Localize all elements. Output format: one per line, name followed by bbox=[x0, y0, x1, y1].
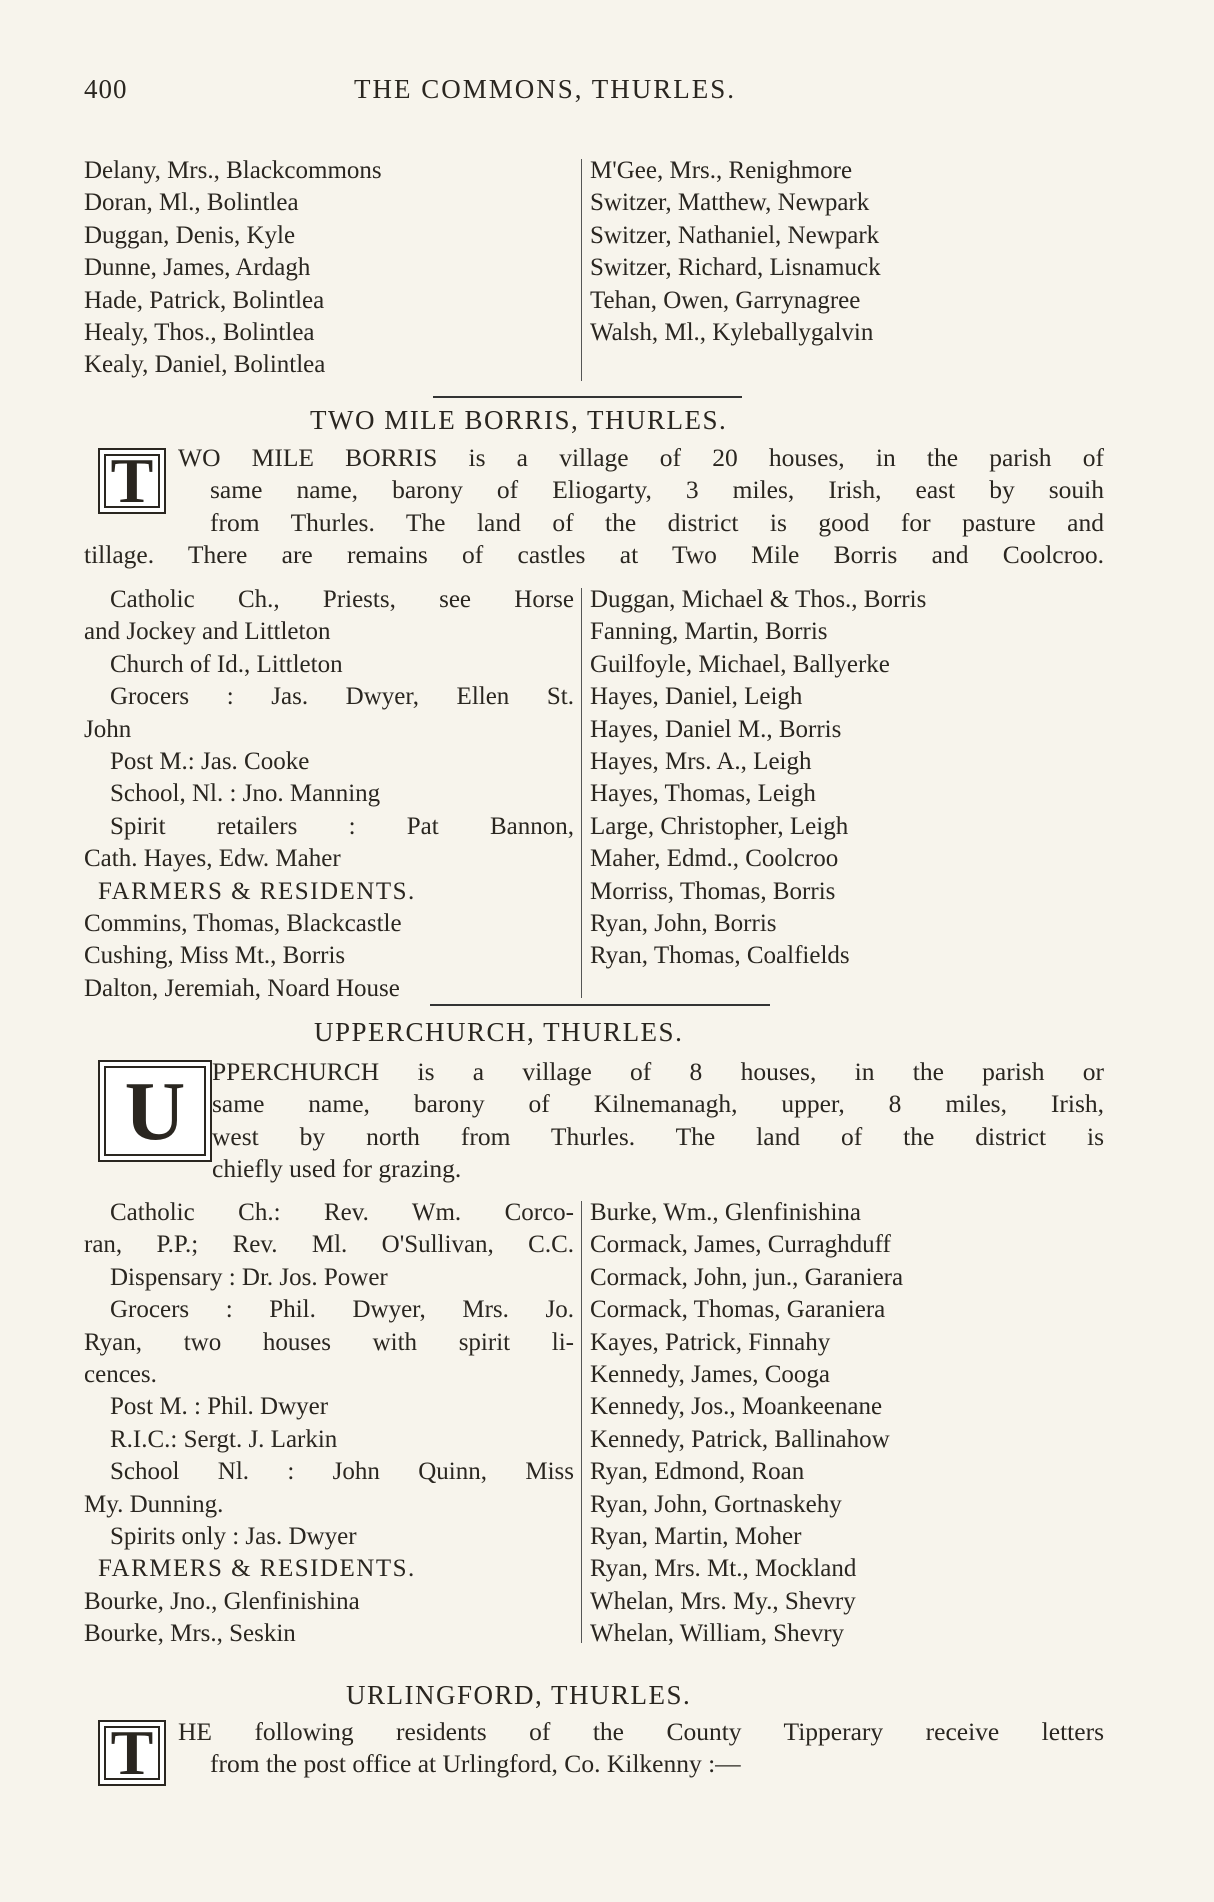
intro-line: WO MILE BORRIS is a village of 20 houses, in the parish of bbox=[178, 443, 1104, 472]
list-item: Switzer, Nathaniel, Newpark bbox=[590, 221, 880, 249]
list-item: Duggan, Denis, Kyle bbox=[84, 221, 296, 249]
drop-cap-ornament: T bbox=[98, 1720, 166, 1786]
intro-line: same name, barony of Eliogarty, 3 miles, Irish, east by souih bbox=[210, 475, 1104, 505]
list-item: Ryan, Thomas, Coalfields bbox=[590, 942, 850, 970]
list-item: Ryan, John, Gortnaskehy bbox=[590, 1490, 842, 1518]
list-item: Walsh, Ml., Kyleballygalvin bbox=[590, 319, 874, 347]
list-item: Grocers : Phil. Dwyer, Mrs. Jo. bbox=[110, 1296, 574, 1324]
intro-line: tillage. There are remains of castles at Two Mile Borris and Coolcroo. bbox=[84, 540, 1104, 570]
intro-line: from the post office at Urlingford, Co. Kilkenny :— bbox=[210, 1749, 741, 1779]
list-item: Dispensary : Dr. Jos. Power bbox=[110, 1263, 388, 1291]
list-item: M'Gee, Mrs., Renighmore bbox=[590, 157, 853, 184]
list-item: Grocers : Jas. Dwyer, Ellen St. bbox=[110, 683, 574, 711]
list-item: Dalton, Jeremiah, Noard House bbox=[84, 974, 400, 1002]
column-divider bbox=[581, 1201, 582, 1643]
list-item: Ryan, John, Borris bbox=[590, 910, 777, 938]
urlingford-intro bbox=[84, 1716, 1104, 1781]
list-item: School, Nl. : Jno. Manning bbox=[110, 780, 381, 808]
list-item: Morriss, Thomas, Borris bbox=[590, 877, 836, 905]
list-item: Cushing, Miss Mt., Borris bbox=[84, 942, 346, 970]
list-item: John bbox=[84, 715, 132, 743]
list-item: Commins, Thomas, Blackcastle bbox=[84, 910, 402, 938]
list-item: Catholic Ch., Priests, see Horse bbox=[110, 586, 574, 613]
intro-line: chiefly used for grazing. bbox=[212, 1154, 462, 1184]
list-item: Cath. Hayes, Edw. Maher bbox=[84, 845, 341, 873]
upperchurch-left-column bbox=[84, 1197, 574, 1651]
list-item: Duggan, Michael & Thos., Borris bbox=[590, 586, 927, 613]
section-rule bbox=[433, 396, 742, 398]
list-item: Spirit retailers : Pat Bannon, bbox=[110, 812, 574, 840]
section-title-upperchurch: UPPERCHURCH, THURLES. bbox=[314, 1017, 684, 1047]
list-item: Switzer, Matthew, Newpark bbox=[590, 189, 870, 217]
intro-line: from Thurles. The land of the district is good for pasture and bbox=[210, 507, 1104, 537]
list-item: Dunne, James, Ardagh bbox=[84, 254, 311, 282]
intro-line: PPERCHURCH is a village of 8 houses, in the parish or bbox=[212, 1057, 1104, 1086]
list-item: Kealy, Daniel, Bolintlea bbox=[84, 351, 326, 379]
section-rule bbox=[430, 1004, 770, 1006]
list-item: and Jockey and Littleton bbox=[84, 618, 331, 646]
section-title-two-mile-borris: TWO MILE BORRIS, THURLES. bbox=[310, 405, 728, 435]
commons-right-column bbox=[590, 155, 1104, 349]
list-item: Bourke, Mrs., Seskin bbox=[84, 1620, 296, 1648]
list-item: Hayes, Thomas, Leigh bbox=[590, 780, 816, 808]
list-item: Whelan, William, Shevry bbox=[590, 1620, 845, 1648]
list-item: Switzer, Richard, Lisnamuck bbox=[590, 254, 881, 282]
list-item: Post M.: Jas. Cooke bbox=[110, 748, 310, 776]
two-mile-borris-intro bbox=[84, 442, 1104, 572]
list-item: Hayes, Daniel, Leigh bbox=[590, 683, 803, 711]
list-item: Cormack, John, jun., Garaniera bbox=[590, 1263, 904, 1291]
list-item: Whelan, Mrs. My., Shevry bbox=[590, 1587, 856, 1615]
list-item: Post M. : Phil. Dwyer bbox=[110, 1393, 329, 1421]
list-item: Kayes, Patrick, Finnahy bbox=[590, 1328, 831, 1356]
list-item: Kennedy, Patrick, Ballinahow bbox=[590, 1425, 890, 1453]
list-item: Large, Christopher, Leigh bbox=[590, 812, 849, 840]
list-item: Ryan, Martin, Moher bbox=[590, 1523, 802, 1551]
farmers-residents-heading: FARMERS & RESIDENTS. bbox=[98, 877, 416, 905]
list-item: Hade, Patrick, Bolintlea bbox=[84, 286, 325, 314]
list-item: Ryan, Mrs. Mt., Mockland bbox=[590, 1555, 857, 1583]
list-item: My. Dunning. bbox=[84, 1490, 224, 1518]
list-item: Hayes, Mrs. A., Leigh bbox=[590, 748, 812, 776]
two-mile-borris-right-column bbox=[590, 584, 1104, 973]
page-header bbox=[84, 74, 1084, 110]
list-item: R.I.C.: Sergt. J. Larkin bbox=[110, 1425, 338, 1453]
list-item: Kennedy, Jos., Moankeenane bbox=[590, 1393, 883, 1421]
list-item: Spirits only : Jas. Dwyer bbox=[110, 1523, 357, 1551]
two-mile-borris-left-column bbox=[84, 584, 574, 1005]
commons-left-column bbox=[84, 155, 574, 382]
list-item: Ryan, Edmond, Roan bbox=[590, 1458, 805, 1486]
drop-cap-ornament: U bbox=[98, 1060, 212, 1162]
list-item: Doran, Ml., Bolintlea bbox=[84, 189, 299, 217]
column-divider bbox=[581, 588, 582, 998]
list-item: ran, P.P.; Rev. Ml. O'Sullivan, C.C. bbox=[84, 1231, 574, 1259]
list-item: Delany, Mrs., Blackcommons bbox=[84, 157, 382, 184]
section-title-urlingford: URLINGFORD, THURLES. bbox=[346, 1680, 692, 1710]
list-item: Hayes, Daniel M., Borris bbox=[590, 715, 842, 743]
page-number: 400 bbox=[84, 74, 128, 104]
intro-line: same name, barony of Kilnemanagh, upper, 8 miles, Irish, bbox=[212, 1089, 1104, 1119]
upperchurch-right-column bbox=[590, 1197, 1104, 1651]
list-item: Cormack, James, Curraghduff bbox=[590, 1231, 891, 1259]
column-divider bbox=[581, 159, 582, 381]
list-item: Maher, Edmd., Coolcroo bbox=[590, 845, 839, 873]
list-item: Kennedy, James, Cooga bbox=[590, 1361, 830, 1389]
drop-cap-ornament: T bbox=[98, 448, 166, 514]
list-item: Church of Id., Littleton bbox=[110, 650, 343, 678]
list-item: Healy, Thos., Bolintlea bbox=[84, 319, 315, 347]
list-item: School Nl. : John Quinn, Miss bbox=[110, 1458, 574, 1486]
list-item: Cormack, Thomas, Garaniera bbox=[590, 1296, 886, 1324]
list-item: Burke, Wm., Glenfinishina bbox=[590, 1199, 862, 1226]
list-item: Tehan, Owen, Garrynagree bbox=[590, 286, 861, 314]
upperchurch-intro bbox=[84, 1056, 1104, 1186]
running-title: THE COMMONS, THURLES. bbox=[354, 74, 737, 104]
list-item: cences. bbox=[84, 1361, 157, 1389]
list-item: Ryan, two houses with spirit li- bbox=[84, 1328, 574, 1356]
list-item: Catholic Ch.: Rev. Wm. Corco- bbox=[110, 1199, 574, 1226]
farmers-residents-heading: FARMERS & RESIDENTS. bbox=[98, 1555, 416, 1583]
list-item: Bourke, Jno., Glenfinishina bbox=[84, 1587, 360, 1615]
intro-line: west by north from Thurles. The land of the district is bbox=[212, 1121, 1104, 1151]
list-item: Fanning, Martin, Borris bbox=[590, 618, 828, 646]
list-item: Guilfoyle, Michael, Ballyerke bbox=[590, 650, 890, 678]
intro-line: HE following residents of the County Tipperary receive letters bbox=[178, 1717, 1104, 1746]
